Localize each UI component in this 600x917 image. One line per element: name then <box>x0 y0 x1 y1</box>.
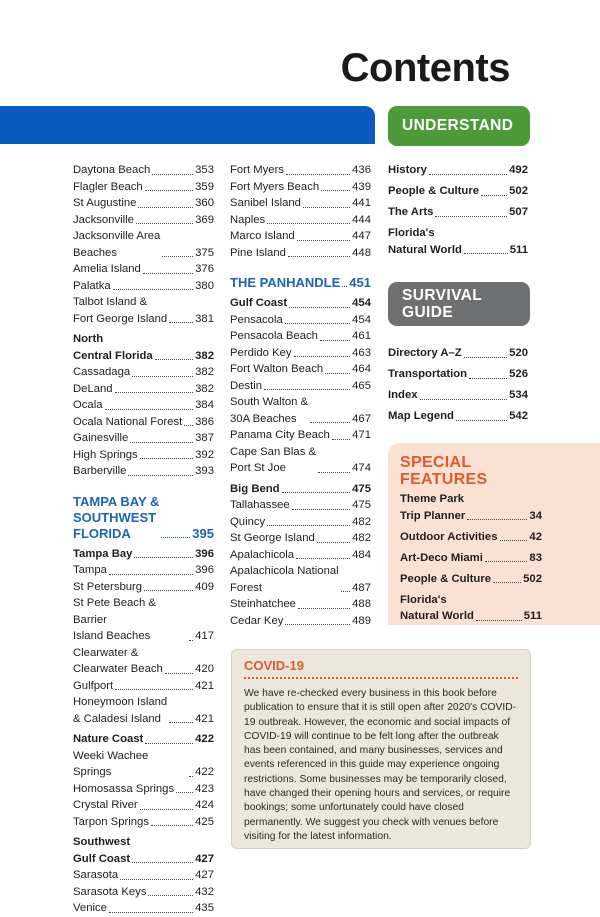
dot-leader <box>282 492 351 493</box>
toc-entry-page: 489 <box>352 614 371 627</box>
toc-entry-title: Marco Island <box>230 230 295 242</box>
toc-entry-page: 520 <box>509 347 528 359</box>
covid-title: COVID-19 <box>244 658 304 673</box>
dot-leader <box>138 207 193 208</box>
dot-leader <box>288 256 350 257</box>
toc-entry-title: Clearwater & Clearwater Beach <box>73 646 163 675</box>
toc-entry-title: Nature Coast <box>73 733 144 745</box>
dot-leader <box>469 378 507 379</box>
toc-entry-title: Palatka <box>73 279 111 292</box>
toc-entry-page: 502 <box>509 185 528 197</box>
toc-entry <box>73 381 214 398</box>
dot-leader <box>105 409 194 410</box>
toc-entry-title: Tarpon Springs <box>73 815 149 828</box>
dot-leader <box>321 190 350 191</box>
toc-entry-title: Jacksonville Area Beaches <box>73 230 161 259</box>
toc-entry-title: Cedar Key <box>230 614 284 627</box>
toc-entry-page: 465 <box>352 379 371 392</box>
dot-leader <box>298 608 350 609</box>
toc-entry-page: 83 <box>529 551 542 564</box>
toc-entry-title: South Walton & 30A Beaches <box>230 396 309 425</box>
toc-entry-page: 421 <box>195 679 214 692</box>
dot-leader <box>292 509 350 510</box>
toc-entry-page: 534 <box>509 389 528 401</box>
toc-entry <box>388 345 528 362</box>
toc-entry-page: 492 <box>509 164 528 176</box>
toc-entry-page: 439 <box>352 180 371 193</box>
dot-leader <box>464 357 507 358</box>
dot-leader <box>332 439 350 440</box>
dot-leader <box>189 640 193 641</box>
toc-entry-title: Fort Myers <box>230 164 284 176</box>
toc-entry <box>73 364 214 381</box>
toc-entry <box>73 447 214 464</box>
toc-entry-page: 463 <box>352 346 371 359</box>
dot-leader <box>481 195 507 196</box>
toc-entry-page: 475 <box>352 482 371 495</box>
toc-entry-title: Transportation <box>388 368 468 380</box>
toc-entry-title: Art-Deco Miami <box>400 551 483 564</box>
toc-entry-title: TAMPA BAY & SOUTHWEST FLORIDA <box>73 493 160 541</box>
toc-entry-page: 353 <box>195 164 214 176</box>
toc-entry <box>73 261 214 278</box>
toc-entry-page: 421 <box>195 712 214 725</box>
toc-entry-title: Barberville <box>73 465 127 477</box>
toc-entry-page: 475 <box>352 499 371 511</box>
toc-entry <box>73 562 214 579</box>
toc-entry <box>230 481 371 498</box>
toc-entry <box>73 579 214 596</box>
toc-entry-title: Jacksonville <box>73 213 134 226</box>
dot-leader <box>162 256 193 257</box>
toc-entry <box>230 295 371 312</box>
toc-entry-title: Cape San Blas & Port St Joe <box>230 445 317 474</box>
toc-entry <box>73 867 214 884</box>
toc-entry-page: 474 <box>352 462 371 474</box>
toc-entry-page: 382 <box>195 349 214 362</box>
toc-entry-page: 382 <box>195 366 214 378</box>
dot-leader <box>132 376 193 377</box>
toc-entry <box>73 814 214 831</box>
toc-entry-title: People & Culture <box>388 185 480 197</box>
toc-entry-page: 482 <box>352 532 371 544</box>
dot-leader <box>165 673 193 674</box>
toc-entry-title: Sarasota Keys <box>73 885 147 898</box>
covid-notice <box>231 649 531 849</box>
dot-leader <box>176 792 193 793</box>
toc-entry <box>230 563 371 596</box>
toc-entry-title: Tampa <box>73 564 107 576</box>
toc-entry-title: Theme Park Trip Planner <box>400 493 466 522</box>
toc-entry-title: Talbot Island & Fort George Island <box>73 296 168 325</box>
toc-column-middle <box>230 162 371 629</box>
toc-entry-title: Southwest Gulf Coast <box>73 836 131 865</box>
toc-entry-title: Directory A–Z <box>388 347 462 359</box>
toc-entry <box>230 212 371 229</box>
toc-entry-page: 526 <box>509 368 528 380</box>
dot-leader <box>310 422 350 423</box>
toc-entry-title: Cassadaga <box>73 366 131 378</box>
toc-entry <box>230 394 371 427</box>
dot-leader <box>169 322 193 323</box>
toc-column-left <box>73 162 214 917</box>
toc-entry-page: 435 <box>195 902 214 914</box>
special-features-list <box>400 491 542 629</box>
toc-entry-title: Fort Myers Beach <box>230 180 320 193</box>
dot-leader <box>113 289 193 290</box>
toc-entry-title: St Pete Beach & Barrier Island Beaches <box>73 597 156 642</box>
toc-entry-title: Perdido Key <box>230 346 292 359</box>
special-features-heading: SPECIAL FEATURES <box>400 454 488 488</box>
dot-leader <box>161 537 190 538</box>
dot-leader <box>128 475 193 476</box>
toc-entry-title: Gulfport <box>73 679 114 692</box>
toc-entry-page: 417 <box>195 630 214 642</box>
dot-leader <box>297 240 350 241</box>
toc-entry-title: North Central Florida <box>73 333 153 362</box>
dot-leader <box>130 442 193 443</box>
dot-leader <box>325 373 350 374</box>
dot-leader <box>115 689 193 690</box>
toc-entry <box>73 278 214 295</box>
toc-entry <box>73 546 214 563</box>
toc-entry <box>388 162 528 179</box>
toc-entry-page: 360 <box>195 197 214 209</box>
dot-leader <box>144 590 193 591</box>
toc-entry-title: Honeymoon Island & Caladesi Island <box>73 696 168 725</box>
toc-entry-title: History <box>388 164 427 176</box>
toc-entry-title: Florida's Natural World <box>400 593 474 622</box>
region-heading <box>230 275 371 291</box>
dot-leader <box>140 809 193 810</box>
toc-entry-title: Amelia Island <box>73 263 141 275</box>
dot-leader <box>320 340 350 341</box>
toc-entry-title: Destin <box>230 379 263 392</box>
toc-entry-page: 382 <box>195 382 214 395</box>
toc-entry <box>230 361 371 378</box>
toc-entry-title: Pensacola <box>230 313 283 326</box>
toc-entry-title: Gainesville <box>73 432 129 444</box>
toc-entry-title: People & Culture <box>400 572 492 585</box>
dot-leader <box>285 624 350 625</box>
toc-entry-page: 511 <box>509 243 528 256</box>
toc-entry-title: Outdoor Activities <box>400 530 498 543</box>
dot-leader <box>189 776 193 777</box>
dot-leader <box>464 253 508 254</box>
toc-entry <box>230 328 371 345</box>
toc-entry-page: 464 <box>352 363 371 375</box>
toc-entry-title: The Arts <box>388 206 434 218</box>
dot-leader <box>429 174 507 175</box>
toc-entry-title: Florida's Natural World <box>388 227 462 256</box>
toc-entry-title: Index <box>388 389 418 401</box>
dot-leader <box>341 591 350 592</box>
toc-entry-page: 386 <box>195 415 214 428</box>
toc-entry-page: 461 <box>352 330 371 342</box>
toc-entry <box>400 571 542 588</box>
toc-entry-title: Sanibel Island <box>230 197 301 209</box>
toc-entry-page: 393 <box>195 465 214 477</box>
toc-entry-page: 422 <box>195 733 214 745</box>
toc-entry-title: Tallahassee <box>230 499 290 511</box>
toc-entry-page: 487 <box>352 581 371 594</box>
toc-entry <box>388 225 528 258</box>
toc-entry <box>73 294 214 327</box>
toc-entry-page: 507 <box>509 206 528 218</box>
toc-entry-page: 448 <box>352 246 371 259</box>
toc-entry <box>230 195 371 212</box>
dot-leader <box>467 519 527 520</box>
toc-entry-title: St George Island <box>230 532 315 544</box>
toc-entry-title: Daytona Beach <box>73 164 151 176</box>
toc-entry <box>388 408 528 425</box>
toc-entry <box>230 547 371 564</box>
dot-leader <box>152 174 193 175</box>
toc-entry <box>230 312 371 329</box>
toc-entry <box>230 378 371 395</box>
dot-leader <box>109 912 193 913</box>
dot-leader <box>318 472 350 473</box>
dot-leader <box>120 879 193 880</box>
toc-entry-page: 471 <box>352 429 371 441</box>
special-features-box <box>388 443 600 625</box>
dot-leader <box>115 392 194 393</box>
toc-entry-page: 488 <box>352 598 371 610</box>
toc-entry <box>73 731 214 748</box>
toc-entry-title: Ocala <box>73 399 103 411</box>
survival-guide-heading-text: SURVIVAL GUIDE <box>402 287 483 321</box>
toc-entry-page: 375 <box>195 246 214 259</box>
dot-leader <box>145 743 193 744</box>
page-title: Contents <box>340 46 510 90</box>
toc-entry <box>73 463 214 480</box>
toc-entry <box>388 366 528 383</box>
toc-entry-title: St Petersburg <box>73 580 143 593</box>
toc-entry-page: 396 <box>195 547 214 560</box>
toc-entry <box>230 179 371 196</box>
toc-entry-page: 502 <box>523 572 542 585</box>
toc-entry-title: Ocala National Forest <box>73 415 183 428</box>
toc-entry <box>230 530 371 547</box>
dot-leader <box>296 558 350 559</box>
toc-entry <box>73 645 214 678</box>
toc-entry-title: Venice <box>73 902 107 914</box>
dot-leader <box>476 620 522 621</box>
toc-entry-page: 454 <box>352 297 371 309</box>
dot-leader <box>136 223 193 224</box>
toc-entry <box>400 592 542 625</box>
toc-entry <box>73 179 214 196</box>
dot-leader <box>140 458 193 459</box>
region-heading <box>73 494 214 542</box>
dot-leader <box>493 582 521 583</box>
toc-entry-page: 484 <box>352 548 371 561</box>
dot-leader <box>456 420 507 421</box>
toc-entry <box>230 596 371 613</box>
toc-entry <box>400 529 542 546</box>
dot-leader <box>289 307 350 308</box>
toc-entry-page: 427 <box>195 852 214 865</box>
toc-entry-page: 392 <box>195 448 214 461</box>
toc-entry-page: 359 <box>195 180 214 193</box>
toc-entry <box>230 427 371 444</box>
toc-entry-page: 432 <box>195 885 214 898</box>
toc-entry-page: 423 <box>195 782 214 795</box>
toc-entry-page: 441 <box>352 197 371 209</box>
dot-leader <box>169 722 193 723</box>
dot-leader <box>294 356 351 357</box>
toc-entry-page: 409 <box>195 580 214 593</box>
dot-leader <box>134 557 193 558</box>
toc-entry-title: Flagler Beach <box>73 180 143 193</box>
covid-divider <box>244 677 518 679</box>
toc-entry-page: 422 <box>195 766 214 778</box>
toc-entry-page: 380 <box>195 279 214 292</box>
survival-list <box>388 345 528 429</box>
dot-leader <box>143 273 193 274</box>
toc-entry <box>73 678 214 695</box>
toc-entry-title: DeLand <box>73 382 113 395</box>
toc-entry <box>73 414 214 431</box>
dot-leader <box>286 174 350 175</box>
toc-entry-title: Panama City Beach <box>230 429 330 441</box>
section-banner <box>0 106 375 144</box>
toc-entry-title: High Springs <box>73 448 138 461</box>
dot-leader <box>264 389 350 390</box>
toc-entry-page: 451 <box>349 275 371 290</box>
toc-entry <box>230 613 371 630</box>
toc-entry-page: 395 <box>192 525 214 541</box>
toc-entry-page: 384 <box>195 399 214 411</box>
toc-entry <box>230 275 371 291</box>
toc-entry-page: 444 <box>352 213 371 226</box>
toc-entry-page: 396 <box>195 564 214 576</box>
toc-entry-page: 42 <box>529 530 542 543</box>
toc-entry-page: 34 <box>529 509 542 522</box>
toc-entry <box>400 491 542 524</box>
toc-entry-title: Big Bend <box>230 482 280 495</box>
toc-entry-title: Fort Walton Beach <box>230 363 324 375</box>
toc-entry-title: Quincy <box>230 515 266 528</box>
dot-leader <box>132 862 193 863</box>
toc-entry <box>73 397 214 414</box>
toc-entry <box>73 331 214 364</box>
dot-leader <box>420 399 508 400</box>
toc-entry <box>400 550 542 567</box>
toc-entry-page: 387 <box>195 432 214 444</box>
toc-entry-page: 542 <box>509 410 528 422</box>
toc-entry <box>73 595 214 645</box>
dot-leader <box>145 190 193 191</box>
toc-entry-title: Gulf Coast <box>230 297 288 309</box>
toc-entry-title: Weeki Wachee Springs <box>73 749 149 778</box>
toc-entry <box>73 228 214 261</box>
toc-entry-title: Homosassa Springs <box>73 782 175 795</box>
dot-leader <box>267 223 350 224</box>
toc-entry-page: 436 <box>352 164 371 176</box>
toc-entry <box>230 228 371 245</box>
toc-entry <box>73 430 214 447</box>
toc-entry <box>73 900 214 917</box>
toc-entry <box>73 195 214 212</box>
toc-entry-page: 424 <box>195 799 214 811</box>
toc-entry <box>73 162 214 179</box>
toc-entry-title: THE PANHANDLE <box>230 275 341 290</box>
toc-entry-title: Pine Island <box>230 246 286 259</box>
dot-leader <box>267 525 350 526</box>
toc-entry-page: 369 <box>195 213 214 226</box>
toc-entry <box>230 497 371 514</box>
toc-entry <box>230 514 371 531</box>
toc-entry <box>73 494 214 542</box>
dot-leader <box>285 323 350 324</box>
toc-entry <box>73 212 214 229</box>
toc-entry-page: 425 <box>195 815 214 828</box>
dot-leader <box>155 359 193 360</box>
toc-entry <box>73 884 214 901</box>
understand-heading: UNDERSTAND <box>388 106 530 146</box>
toc-entry-title: Naples <box>230 213 266 226</box>
dot-leader <box>148 895 193 896</box>
toc-entry <box>73 797 214 814</box>
toc-entry <box>230 444 371 477</box>
toc-entry-page: 447 <box>352 230 371 242</box>
toc-entry-title: Sarasota <box>73 869 119 881</box>
dot-leader <box>317 542 350 543</box>
toc-entry <box>73 748 214 781</box>
toc-entry <box>388 387 528 404</box>
dot-leader <box>184 425 193 426</box>
toc-entry <box>388 183 528 200</box>
toc-entry-page: 420 <box>195 663 214 675</box>
toc-entry-page: 482 <box>352 515 371 528</box>
toc-entry-title: St Augustine <box>73 197 137 209</box>
dot-leader <box>485 561 528 562</box>
understand-list <box>388 162 528 263</box>
toc-entry <box>73 694 214 727</box>
dot-leader <box>435 216 507 217</box>
toc-entry-page: 511 <box>523 610 542 622</box>
dot-leader <box>151 825 193 826</box>
dot-leader <box>109 574 193 575</box>
toc-entry-title: Steinhatchee <box>230 598 296 610</box>
dot-leader <box>303 207 350 208</box>
toc-entry-page: 454 <box>352 313 371 326</box>
toc-entry <box>230 345 371 362</box>
dot-leader <box>500 540 528 541</box>
dot-leader <box>342 286 347 287</box>
toc-entry-title: Pensacola Beach <box>230 330 318 342</box>
toc-entry-title: Tampa Bay <box>73 547 133 560</box>
toc-entry-title: Crystal River <box>73 799 138 811</box>
toc-entry <box>73 781 214 798</box>
toc-entry-page: 467 <box>352 412 371 425</box>
covid-text: We have re-checked every business in this book before publication to ensure that it is still open after 2020's COVID-19 outbreak. However, the economic and social impacts of COVID-19 will continue to be felt long after the outbreak has been contained, and many businesses, services and events referenced in this guide may experience ongoing restrictions. Some businesses may be temporarily closed, have changed their opening hours and services, or require bookings; some unfortunately could have closed permanently. We suggest you check with venues before visiting for the latest information. <box>244 688 517 842</box>
toc-entry <box>73 834 214 867</box>
toc-entry-title: Apalachicola <box>230 548 295 561</box>
toc-entry <box>230 162 371 179</box>
survival-guide-heading <box>388 282 530 326</box>
toc-entry-page: 381 <box>195 312 214 325</box>
toc-entry-page: 376 <box>195 263 214 275</box>
toc-entry <box>388 204 528 221</box>
toc-entry-page: 427 <box>195 869 214 881</box>
toc-entry <box>230 245 371 262</box>
toc-entry-title: Apalachicola National Forest <box>230 565 339 594</box>
toc-entry-title: Map Legend <box>388 410 454 422</box>
